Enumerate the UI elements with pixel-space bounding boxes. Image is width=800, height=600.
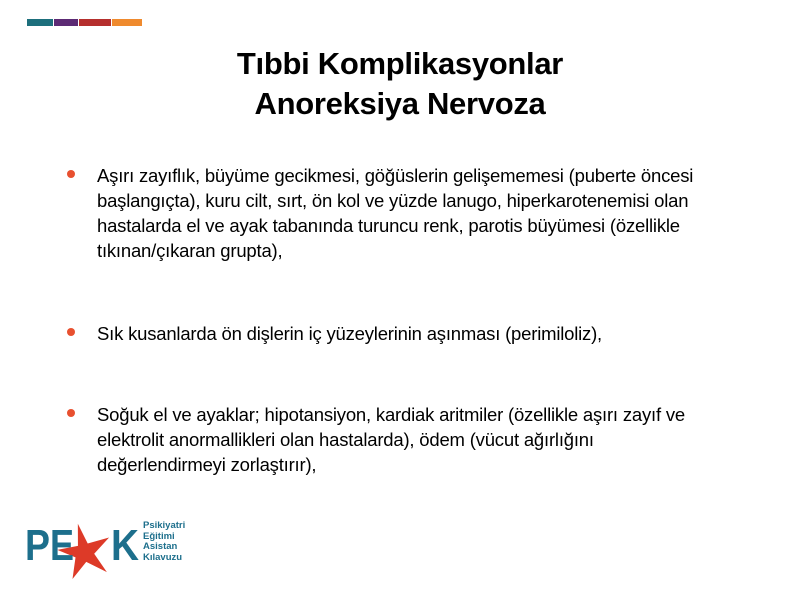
bullet-line: Aşırı zayıflık, büyüme gecikmesi, göğüslerin gelişememesi (puberte öncesi	[97, 165, 694, 186]
bullet-line: değerlendirmeyi zorlaştırır),	[97, 454, 317, 475]
bullet-list	[65, 163, 725, 477]
slide-title	[0, 44, 800, 124]
bullet-dot-icon	[67, 409, 75, 417]
logo-text	[143, 521, 185, 563]
logo-text-line: Asistan	[143, 541, 178, 552]
bullet-line: başlangıçta), kuru cilt, sırt, ön kol ve yüzde lanugo, hiperkarotenemisi olan	[97, 190, 689, 211]
bullet-line: Sık kusanlarda ön dişlerin iç yüzeylerinin aşınması (perimiloliz),	[97, 323, 602, 344]
bullet-line: tıkınan/çıkaran grupta),	[97, 240, 283, 261]
logo-letter-k: K	[111, 521, 140, 570]
bullet-item	[65, 163, 725, 263]
bullet-item	[65, 402, 725, 477]
bullet-line: hastalarda el ve ayak tabanında turuncu renk, parotis büyümesi (özellikle	[97, 215, 680, 236]
top-color-stripes	[27, 19, 142, 26]
stripe-teal	[27, 19, 53, 26]
bullet-item	[65, 321, 725, 346]
title-line-2: Anoreksiya Nervoza	[254, 86, 546, 121]
bullet-dot-icon	[67, 170, 75, 178]
stripe-purple	[54, 19, 78, 26]
stripe-red	[79, 19, 111, 26]
title-line-1: Tıbbi Komplikasyonlar	[236, 46, 564, 81]
logo-text-line: Kılavuzu	[143, 551, 183, 563]
logo-letter-p: P	[25, 521, 50, 570]
logo-text-line: Eğitimi	[143, 530, 175, 542]
stripe-orange	[112, 19, 142, 26]
bullet-line: Soğuk el ve ayaklar; hipotansiyon, kardiak aritmiler (özellikle aşırı zayıf ve	[97, 404, 685, 425]
logo-letter-e: E	[50, 521, 74, 570]
bullet-dot-icon	[67, 328, 75, 336]
logo-text-line: Psikiyatri	[143, 520, 186, 531]
bullet-line: elektrolit anormallikleri olan hastalarda), ödem (vücut ağırlığını	[97, 429, 594, 450]
